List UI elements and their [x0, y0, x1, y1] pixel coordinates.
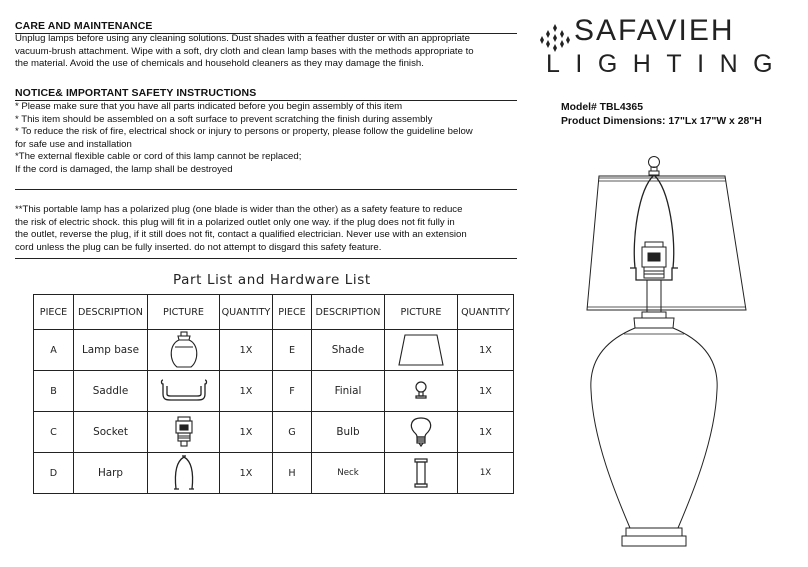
- notice-line: * This item should be assembled on a soft surface to prevent scratching the finish during assembly: [15, 113, 433, 125]
- part-picture: [385, 330, 458, 371]
- neck-icon: [413, 457, 429, 489]
- brand-name: SAFAVIEH: [574, 14, 735, 47]
- part-description: Shade: [312, 330, 385, 371]
- care-line: vacuum-brush attachment. Wipe with a soft, dry cloth and clean lamp bases with the methods appropriate to: [15, 45, 474, 57]
- brand-logo: [540, 14, 800, 84]
- part-picture: [148, 453, 220, 494]
- brand-subtitle: LIGHTING: [546, 50, 789, 78]
- table-row: [34, 371, 514, 412]
- part-picture: [148, 371, 220, 412]
- part-quantity: 1X: [458, 453, 514, 494]
- part-picture: [148, 412, 220, 453]
- piece-label: G: [273, 412, 312, 453]
- piece-label: H: [273, 453, 312, 494]
- lamp-illustration: [584, 150, 754, 555]
- part-picture: [385, 453, 458, 494]
- plug-line: **This portable lamp has a polarized plug (one blade is wider than the other) as a safety feature to reduce: [15, 204, 463, 215]
- model-number: Model# TBL4365: [561, 102, 643, 113]
- plug-line: cord unless the plug can be fully inserted. do not attempt to disgard this safety feature.: [15, 241, 382, 253]
- plug-paragraph: [15, 204, 530, 254]
- part-description: Saddle: [74, 371, 148, 412]
- notice-line: for safe use and installation: [15, 138, 132, 150]
- part-picture: [148, 330, 220, 371]
- lamp-base-drawing: [634, 318, 674, 328]
- part-quantity: 1X: [220, 330, 273, 371]
- finial-icon: [413, 380, 429, 402]
- piece-label: C: [34, 412, 74, 453]
- header-quantity: QUANTITY: [220, 295, 273, 330]
- piece-label: B: [34, 371, 74, 412]
- parts-header-row: [34, 295, 514, 330]
- part-quantity: 1X: [220, 453, 273, 494]
- part-picture: [385, 371, 458, 412]
- harp-icon: [171, 455, 197, 491]
- parts-list-title: Part List and Hardware List: [173, 272, 371, 288]
- lamp-shade-drawing: [587, 176, 746, 310]
- product-info: [561, 101, 762, 128]
- plug-divider: [15, 258, 517, 259]
- care-title: CARE AND MAINTENANCE: [15, 20, 153, 32]
- part-picture: [385, 412, 458, 453]
- header-quantity: QUANTITY: [458, 295, 514, 330]
- plug-line: the outlet, reverse the plug, if it still does not fit, contact a qualified electrician. Never use with an extension: [15, 229, 467, 241]
- piece-label: F: [273, 371, 312, 412]
- care-line: the material. Avoid the use of chemicals and household cleaners as they may damage the finish.: [15, 58, 424, 70]
- header-picture: PICTURE: [148, 295, 220, 330]
- notice-line: If the cord is damaged, the lamp shall be destroyed: [15, 163, 233, 175]
- shade-icon: [397, 333, 445, 367]
- piece-label: E: [273, 330, 312, 371]
- notice-paragraph: [15, 101, 530, 177]
- part-description: Lamp base: [74, 330, 148, 371]
- notice-line: * To reduce the risk of fire, electrical shock or injury to persons or property, please follow the guideline below: [15, 126, 473, 138]
- part-quantity: 1X: [220, 412, 273, 453]
- parts-table: [33, 294, 514, 494]
- header-picture: PICTURE: [385, 295, 458, 330]
- care-line: Unplug lamps before using any cleaning solutions. Dust shades with a feather duster or with an appropriate: [15, 33, 470, 44]
- part-description: Finial: [312, 371, 385, 412]
- part-quantity: 1X: [458, 412, 514, 453]
- piece-label: D: [34, 453, 74, 494]
- part-description: Harp: [74, 453, 148, 494]
- notice-line: *The external flexible cable or cord of this lamp cannot be replaced;: [15, 151, 302, 163]
- notice-bottom-divider: [15, 189, 517, 190]
- part-quantity: 1X: [220, 371, 273, 412]
- saddle-icon: [159, 378, 209, 404]
- plug-line: the risk of electric shock. this plug will fit in a polarized outlet only one way. if the plug does not fit fully in: [15, 216, 455, 228]
- part-description: Socket: [74, 412, 148, 453]
- notice-title: NOTICE& IMPORTANT SAFETY INSTRUCTIONS: [15, 87, 257, 99]
- table-row: [34, 453, 514, 494]
- product-dimensions: Product Dimensions: 17"Lx 17"W x 28"H: [561, 115, 762, 127]
- piece-label: A: [34, 330, 74, 371]
- header-piece: PIECE: [273, 295, 312, 330]
- table-row: [34, 330, 514, 371]
- bulb-icon: [409, 416, 433, 448]
- header-description: DESCRIPTION: [74, 295, 148, 330]
- header-piece: PIECE: [34, 295, 74, 330]
- socket-icon: [173, 416, 195, 448]
- part-description: Bulb: [312, 412, 385, 453]
- part-quantity: 1X: [458, 371, 514, 412]
- part-quantity: 1X: [458, 330, 514, 371]
- table-row: [34, 412, 514, 453]
- lamp-base-icon: [167, 331, 201, 369]
- part-description: Neck: [312, 453, 385, 494]
- notice-line: * Please make sure that you have all parts indicated before you begin assembly of this item: [15, 101, 403, 112]
- care-paragraph: [15, 33, 530, 71]
- header-description: DESCRIPTION: [312, 295, 385, 330]
